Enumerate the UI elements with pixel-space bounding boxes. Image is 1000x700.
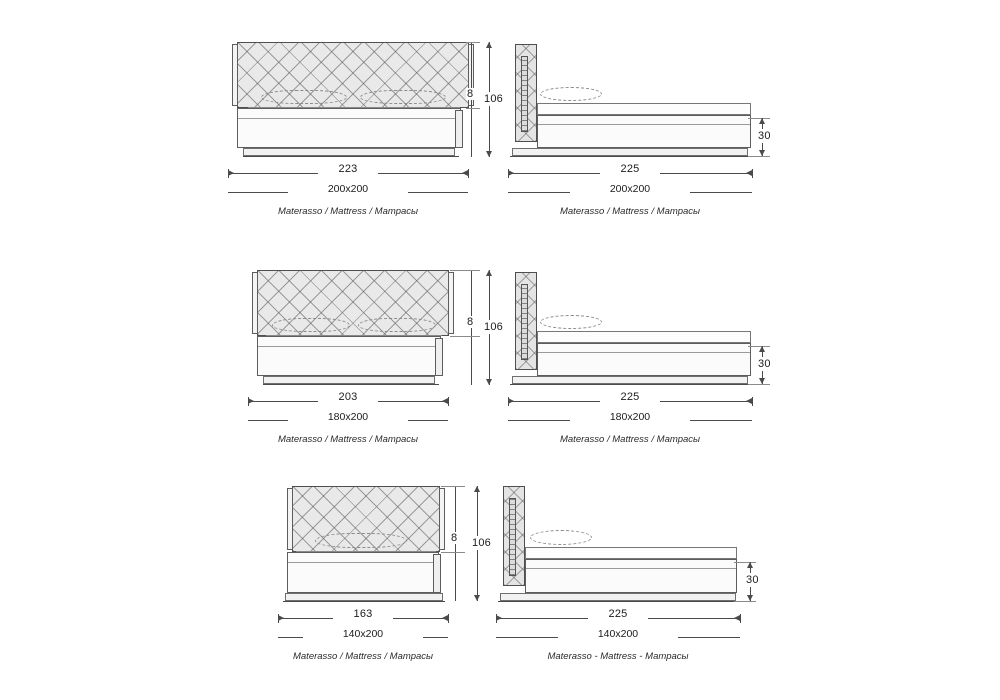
floor-line	[243, 156, 459, 157]
base-seam-side	[538, 352, 750, 353]
base-seam	[238, 118, 460, 119]
front-caption: Materasso / Mattress / Матрасы	[277, 434, 419, 445]
side-mattress-size: 180x200	[570, 411, 690, 423]
side-height-base-value: 30	[758, 130, 771, 142]
dim-arrow-down	[474, 595, 480, 601]
headboard-right-return	[448, 272, 454, 334]
floor-line-side	[510, 384, 750, 385]
side-depth-value: 225	[600, 163, 660, 175]
pillow-side	[540, 315, 602, 329]
headboard-slat	[521, 284, 528, 360]
view-row-2	[0, 228, 1000, 463]
side-height-base-value: 30	[758, 358, 771, 370]
dim-arrow-up	[486, 270, 492, 276]
front-mattress-size: 200x200	[288, 183, 408, 195]
front-height-total-value: 106	[484, 93, 503, 105]
dim-arrow-down-30	[759, 150, 765, 156]
mattress-side	[525, 547, 737, 559]
side-depth-value: 225	[600, 391, 660, 403]
front-mattress-size: 140x200	[303, 628, 423, 640]
front-width-value: 163	[333, 608, 393, 620]
dim-tick-right	[448, 614, 449, 623]
bed-base-side	[537, 343, 751, 376]
pillow-right	[358, 318, 436, 332]
side-mattress-size: 140x200	[558, 628, 678, 640]
pillow-right	[360, 90, 446, 104]
mattress-side	[537, 331, 751, 343]
dim-arrow-down	[486, 379, 492, 385]
floor-line	[263, 384, 439, 385]
base-right-face	[455, 110, 463, 148]
plinth-side	[512, 148, 748, 156]
dim-tick-right	[468, 169, 469, 178]
mattress-side	[537, 103, 751, 115]
dim-arrow-up	[486, 42, 492, 48]
plinth-side	[500, 593, 736, 601]
plinth-front	[263, 376, 435, 384]
view-row-1	[0, 0, 1000, 235]
headboard-right-return	[439, 488, 445, 550]
base-right-face	[433, 554, 441, 593]
side-depth-value: 225	[588, 608, 648, 620]
ext-line-floor	[734, 601, 756, 602]
pillow-side	[530, 530, 592, 545]
floor-line-side	[510, 156, 750, 157]
side-caption: Materasso / Mattress / Матрасы	[559, 434, 701, 445]
ext-line-floor	[748, 156, 770, 157]
floor-line-side	[498, 601, 738, 602]
dim-tick-left	[248, 397, 249, 406]
front-caption: Materasso / Mattress / Матрасы	[292, 651, 434, 662]
base-seam	[288, 562, 438, 563]
front-caption: Materasso / Mattress / Матрасы	[277, 206, 419, 217]
dim-arrow-down	[486, 151, 492, 157]
bed-base-front	[257, 336, 441, 376]
dim-tick-left-side	[496, 614, 497, 623]
headboard-slat	[509, 498, 516, 576]
front-height-top-value: 8	[467, 316, 474, 328]
plinth-front	[285, 593, 443, 601]
base-seam	[258, 346, 440, 347]
ext-line-mattress	[466, 108, 480, 109]
pillow-side	[540, 87, 602, 101]
bed-base-front	[287, 552, 439, 593]
bed-base-front	[237, 108, 461, 148]
floor-line	[283, 601, 445, 602]
ext-line-mattress	[450, 336, 480, 337]
side-caption: Materasso / Mattress / Матрасы	[559, 206, 701, 217]
headboard-left-return	[287, 488, 293, 550]
front-height-total-value: 106	[484, 321, 503, 333]
headboard-slat	[521, 56, 528, 132]
ext-line-top	[441, 486, 465, 487]
dim-arrow-down-30	[747, 595, 753, 601]
front-height-top-value: 8	[467, 88, 474, 100]
dim-arrow-up-30	[747, 562, 753, 568]
bed-base-side	[525, 559, 737, 593]
front-width-value: 203	[318, 391, 378, 403]
plinth-front	[243, 148, 455, 156]
front-height-total-value: 106	[472, 537, 491, 549]
pillow-left	[261, 90, 347, 104]
dim-tick-right-side	[752, 397, 753, 406]
dim-arrow-down-30	[759, 378, 765, 384]
dim-tick-right	[448, 397, 449, 406]
plinth-side	[512, 376, 748, 384]
ext-line-top	[466, 42, 480, 43]
ext-line-mattress	[441, 552, 465, 553]
base-right-face	[435, 338, 443, 376]
pillow-left	[272, 318, 350, 332]
dim-tick-left	[228, 169, 229, 178]
headboard-left-return	[252, 272, 258, 334]
dim-tick-left-side	[508, 169, 509, 178]
bed-base-side	[537, 115, 751, 148]
dim-arrow-up-30	[759, 346, 765, 352]
side-caption: Materasso - Mattress - Матрасы	[547, 651, 689, 662]
view-row-3	[0, 446, 1000, 681]
front-height-top-value: 8	[451, 532, 458, 544]
dim-tick-right-side	[740, 614, 741, 623]
base-seam-side	[538, 124, 750, 125]
front-mattress-size: 180x200	[288, 411, 408, 423]
side-height-base-value: 30	[746, 574, 759, 586]
front-width-value: 223	[318, 163, 378, 175]
dim-arrow-up-30	[759, 118, 765, 124]
ext-line-floor	[748, 384, 770, 385]
ext-line-top	[450, 270, 480, 271]
dim-tick-left	[278, 614, 279, 623]
dim-arrow-up	[474, 486, 480, 492]
dim-tick-left-side	[508, 397, 509, 406]
dim-tick-right-side	[752, 169, 753, 178]
headboard-left-return	[232, 44, 238, 106]
base-seam-side	[526, 568, 736, 569]
pillow-center	[315, 533, 407, 548]
side-mattress-size: 200x200	[570, 183, 690, 195]
